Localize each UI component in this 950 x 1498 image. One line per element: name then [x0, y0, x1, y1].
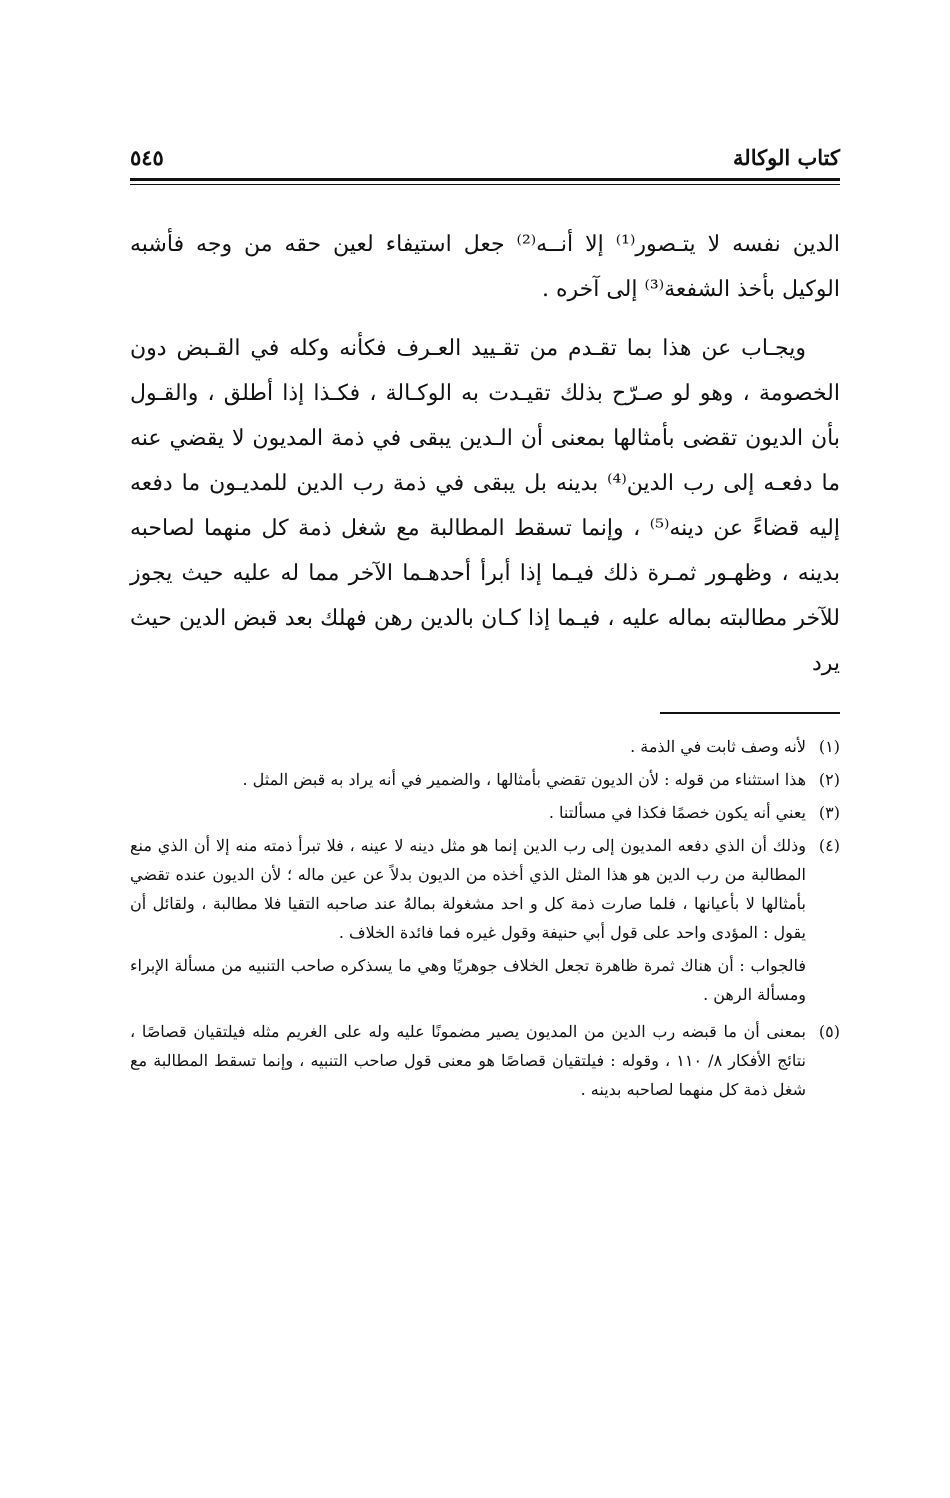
- footnote-4-text: وذلك أن الذي دفعه المديون إلى رب الدين إنما هو مثل دينه لا عينه ، فلا تبرأ ذمته منه إلا أن الذي منع المطالبة من رب الدين هو هذا المثل الذي أخذه من الديون بدلاً عن عين ماله ؛ لأن الديون عنده تقضي بأمثالها لا بأعيانها ، فلما صارت ذمة كل و احد مشغولة بمالهُ عند صاحبه التقيا فلا مطالبة ، ولقائل أن يقول : المؤدى واحد على قول أبي حنيفة وقول غيره فما فائدة الخلاف .: [130, 836, 807, 942]
- footnotes: [130, 732, 840, 1108]
- footnote-2-mark: (٢): [818, 770, 840, 789]
- main-text: [130, 222, 840, 686]
- footnote-1-mark: (١): [818, 737, 840, 756]
- footnote-1: [130, 732, 840, 761]
- paragraph-1: الدين نفسه لا يتـصور⁽¹⁾ إلا أنــه⁽²⁾ جعل استيفاء لعين حقه من وجه فأشبه الوكيل بأخذ الشفعة⁽³⁾ إلى آخره .: [130, 232, 841, 302]
- footnote-5-text: بمعنى أن ما قبضه رب الدين من المديون يصير مضمونًا عليه وله على الغريم مثله فيلتقيان قصاصًا ، نتائج الأفكار ٨/ ١١٠ ، وقوله : فيلتقيان قصاصًا هو معنى قول صاحب التنبيه ، وإنما تسقط المطالبة مع شغل ذمة كل منهما لصاحبه بدينه .: [130, 1022, 807, 1099]
- footnote-5: [130, 1017, 840, 1104]
- book-title: كتاب الوكالة: [733, 145, 840, 170]
- footnote-4-continuation: فالجواب : أن هناك ثمرة ظاهرة تجعل الخلاف جوهريًا وهي ما يسذكره صاحب التنبيه من مسألة الإبراء ومسألة الرهن .: [130, 956, 806, 1004]
- footnote-3-text: يعني أنه يكون خصمًا فكذا في مسألتنا .: [548, 803, 806, 822]
- footnote-3-mark: (٣): [818, 803, 840, 822]
- footnote-1-text: لأنه وصف ثابت في الذمة .: [630, 737, 806, 756]
- header-rule-thick: [130, 178, 840, 181]
- paragraph-2: ويجـاب عن هذا بما تقـدم من تقـييد العـرف فكأنه وكله في القـبض دون الخصومة ، وهو لو صـرّح بذلك تقيـدت به الوكـالة ، فكـذا إذا أطلق ، والقـول بأن الديون تقضى بأمثالها بمعنى أن الـدين يبقى في ذمة المديون لا يقضي عنه ما دفعـه إلى رب الدين⁽⁴⁾ بدينه بل يبقى في ذمة رب الدين للمديـون ما دفعه إليه قضاءً عن دينه⁽⁵⁾ ، وإنما تسقط المطالبة مع شغل ذمة كل منهما لصاحبه بدينه ، وظهـور ثمـرة ذلك فيـما إذا أبرأ أحدهـما الآخر مما له عليه حيث يجوز للآخر مطالبته بماله عليه ، فيـما إذا كـان بالدين رهن فهلك بعد قبض الدين حيث يرد: [130, 336, 840, 676]
- header-rule-thin: [130, 184, 840, 185]
- book-page: [130, 0, 840, 1498]
- footnote-2-text: هذا استثناء من قوله : لأن الديون تقضي بأمثالها ، والضمير في أنه يراد به قبض المثل .: [242, 770, 806, 789]
- footnote-4: [130, 831, 840, 947]
- running-header: [130, 142, 840, 178]
- footnote-5-mark: (٥): [818, 1022, 840, 1041]
- footnote-separator: [660, 712, 840, 714]
- footnote-2: [130, 765, 840, 794]
- footnote-3: [130, 798, 840, 827]
- footnote-4-mark: (٤): [818, 836, 840, 855]
- page-number: ٥٤٥: [130, 145, 164, 170]
